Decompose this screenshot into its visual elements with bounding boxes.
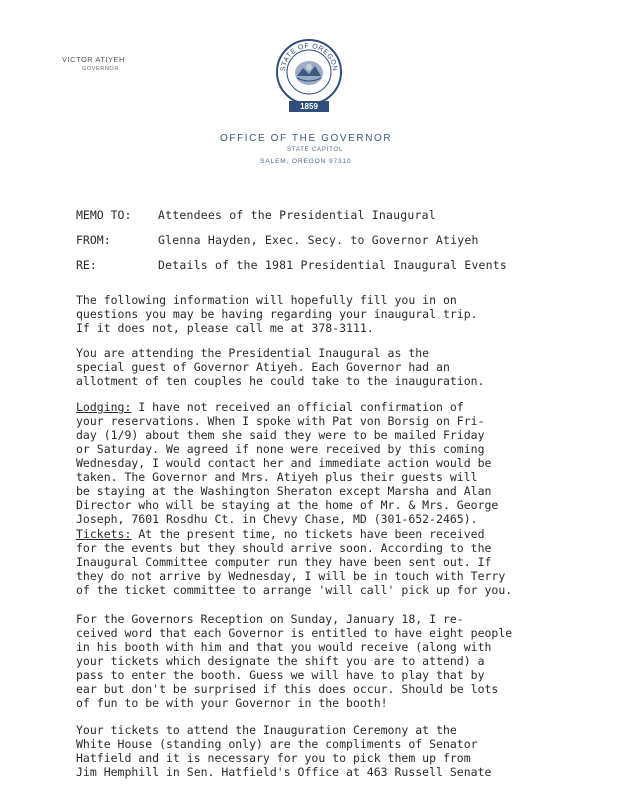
lodging-text: I have not received an official confirmation of your reservations. When I spoke with Pat von Borsig on Fri- day (1/9) about them she said they were to be mailed Friday or Saturday. We agreed if none were received by this coming Wednesday, I would contact her and immediate action would be taken. The Governor and Mrs. Atiyeh plus their guests will be staying at the Washington Sheraton except Marsha and Alan Director who will be staying at the home of Mr. & Mrs. George Joseph, 7601 Rosdhu Ct. in Chevy Chase, MD (301-652-2465). xyxy=(76,400,499,526)
seal-text: STATE OF OREGON xyxy=(279,42,339,72)
lodging-heading: Lodging: xyxy=(76,400,132,414)
body-paragraph-intro: The following information will hopefully fill you in on questions you may be having regarding your inaugural trip. If it does not, please call me at 378-3111. xyxy=(76,293,478,335)
memo-to-label: MEMO TO: xyxy=(76,208,132,222)
tickets-heading: Tickets: xyxy=(76,527,132,541)
memo-to-value: Attendees of the Presidential Inaugural xyxy=(158,208,436,222)
tickets-text: At the present time, no tickets have been received for the events but they should arrive soon. According to the Inaugural Committee computer run they have been sent out. If they do not arrive by Wednesday, I will be in touch with Terry of the ticket committee to arrange 'will call' pick up for you. xyxy=(76,527,513,597)
office-title: OFFICE OF THE GOVERNOR xyxy=(220,133,393,144)
body-paragraph-reception: For the Governors Reception on Sunday, January 18, I re- ceived word that each Governor is entitled to have eight people in his booth with him and that you would receive (along with your tickets which designate the shift you are to attend) a pass to enter the booth. Guess we will have to play that by ear but don't be surprised if this does occur. Should be lots of fun to be with your Governor in the booth! xyxy=(76,612,513,710)
body-paragraph-tickets xyxy=(76,527,546,597)
memo-from-label: FROM: xyxy=(76,233,111,247)
body-paragraph-lodging xyxy=(76,400,546,526)
memo-re-value: Details of the 1981 Presidential Inaugural Events xyxy=(158,258,508,272)
seal-year: 1859 xyxy=(289,101,329,112)
body-paragraph-guest: You are attending the Presidential Inaugural as the special guest of Governor Atiyeh. Each Governor had an allotment of ten couples he could take to the inauguration. xyxy=(76,346,485,388)
governor-title: GOVERNOR xyxy=(82,66,119,72)
governor-name: VICTOR ATIYEH xyxy=(62,55,125,64)
memo-from-value: Glenna Hayden, Exec. Secy. to Governor Atiyeh xyxy=(158,233,479,247)
office-address-line2: SALEM, OREGON 97310 xyxy=(260,158,352,165)
office-address-line1: STATE CAPITOL xyxy=(287,147,344,153)
body-paragraph-ceremony: Your tickets to attend the Inauguration Ceremony at the White House (standing only) are the compliments of Senator Hatfield and it is necessary for you to pick them up from Jim Hemphill in Sen. Hatfield's Office at 463 Russell Senate xyxy=(76,723,492,779)
memo-re-label: RE: xyxy=(76,258,97,272)
state-seal-icon xyxy=(275,38,343,106)
